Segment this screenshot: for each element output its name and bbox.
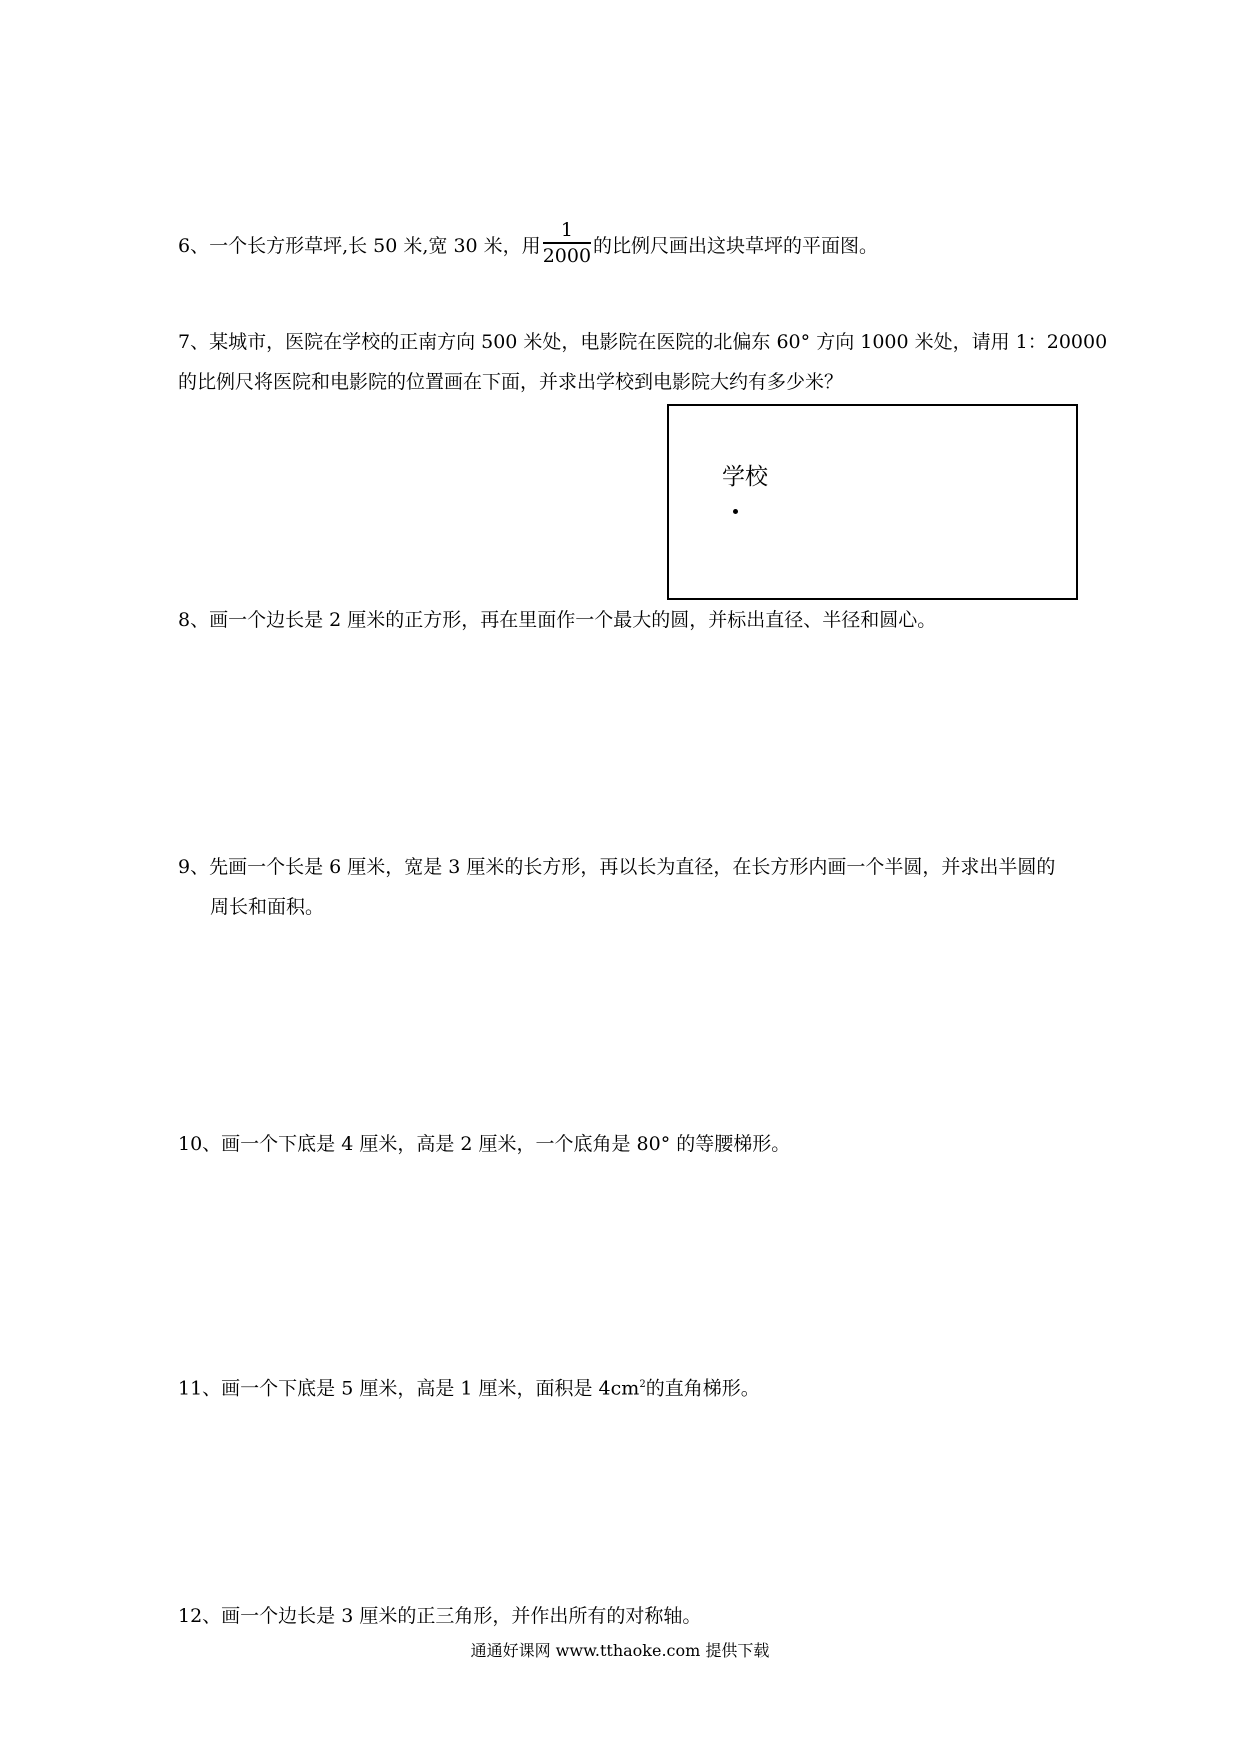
question-6-text-before: 6、一个长方形草坪,长 50 米,宽 30 米，用	[178, 235, 541, 257]
question-11-text-after: 的直角梯形。	[645, 1377, 760, 1400]
question-7-line-1: 7、某城市，医院在学校的正南方向 500 米处，电影院在医院的北偏东 60° 方向 1000 米处，请用 1：20000	[178, 331, 1108, 353]
fraction-denominator: 2000	[542, 245, 592, 267]
footer-source: 通通好课网 www.tthaoke.com 提供下载	[470, 1641, 770, 1660]
question-8: 8、画一个边长是 2 厘米的正方形，再在里面作一个最大的圆，并标出直径、半径和圆心。	[178, 609, 937, 631]
area-unit-exponent: 2	[639, 1379, 646, 1390]
map-drawing-box	[667, 404, 1078, 600]
scale-fraction	[543, 218, 591, 268]
question-9-line-1: 9、先画一个长是 6 厘米，宽是 3 厘米的长方形，再以长为直径，在长方形内画一个半圆，并求出半圆的	[178, 856, 1056, 878]
question-7-line-2: 的比例尺将医院和电影院的位置画在下面，并求出学校到电影院大约有多少米？	[178, 371, 844, 393]
question-10: 10、画一个下底是 4 厘米，高是 2 厘米，一个底角是 80° 的等腰梯形。	[178, 1133, 791, 1155]
question-11	[178, 1365, 760, 1408]
question-6	[178, 219, 879, 272]
school-point	[733, 509, 738, 514]
question-9-line-2: 周长和面积。	[210, 896, 325, 918]
question-12: 12、画一个边长是 3 厘米的正三角形，并作出所有的对称轴。	[178, 1605, 702, 1627]
school-label: 学校	[722, 464, 768, 490]
fraction-numerator: 1	[543, 218, 591, 244]
question-11-text-before: 11、画一个下底是 5 厘米，高是 1 厘米，面积是 4cm	[178, 1377, 640, 1400]
question-6-text-after: 的比例尺画出这块草坪的平面图。	[593, 235, 879, 257]
